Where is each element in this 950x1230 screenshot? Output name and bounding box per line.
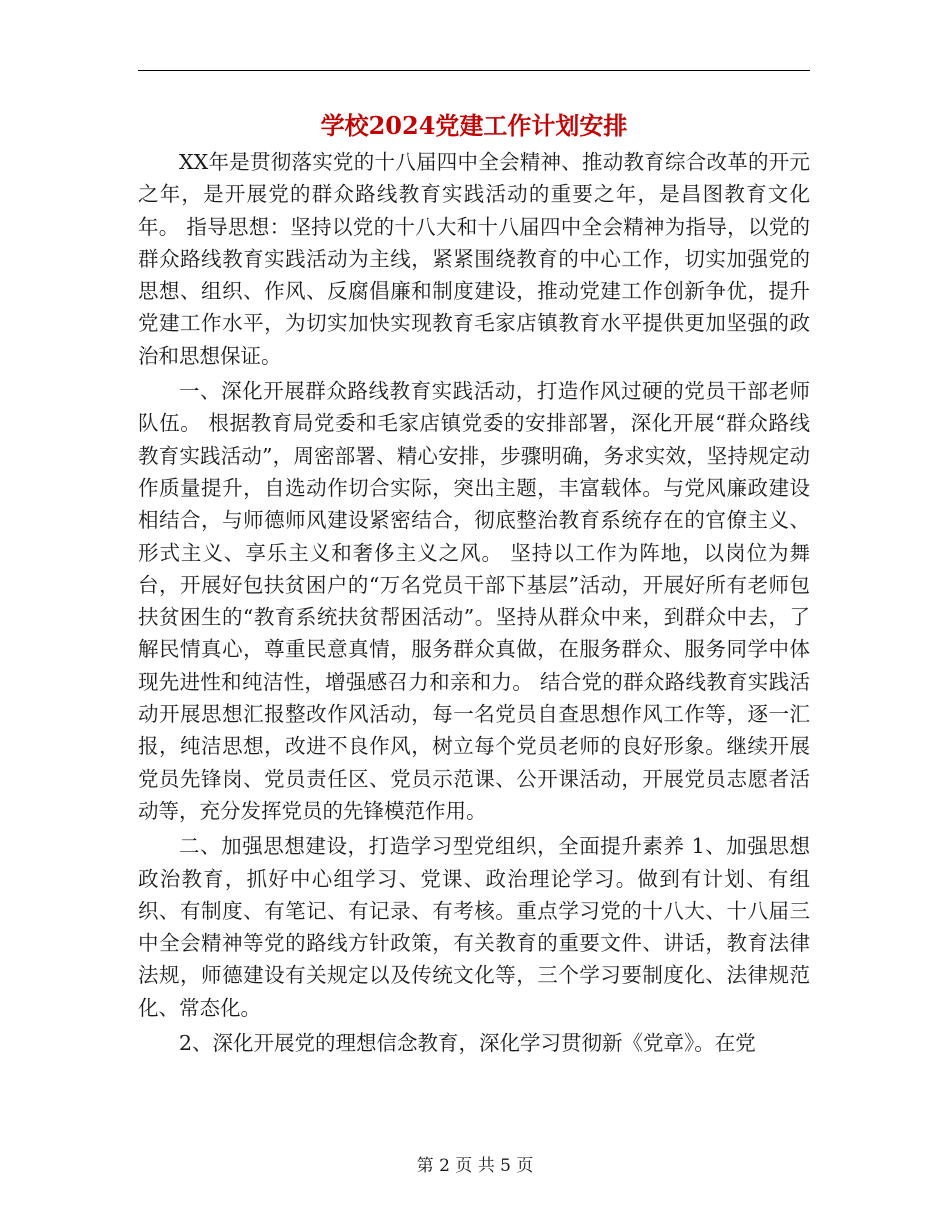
paragraph-section-2-item-2: 2、深化开展党的理想信念教育，深化学习贯彻新《党章》。在党 xyxy=(179,1031,756,1056)
paragraph-intro: XX年是贯彻落实党的十八届四中全会精神、推动教育综合改革的开元之年，是开展党的群众路线教育实践活动的重要之年，是昌图教育文化年。 指导思想：坚持以党的十八大和十八届四中全会精神为指导，以党的群众路线教育实践活动为主线，紧紧围绕教育的中心工作，切实加强党的思想、组织、作风、反腐倡廉和制度建设，推动党建工作创新争优，提升党建工作水平，为切实加快实现教育毛家店镇教育水平提供更加坚强的政治和思想保证。 xyxy=(138,150,810,368)
document-title: 学校2024党建工作计划安排 xyxy=(320,111,628,140)
document-body xyxy=(138,146,810,1062)
paragraph-section-1: 一、深化开展群众路线教育实践活动，打造作风过硬的党员干部老师队伍。 根据教育局党委和毛家店镇党委的安排部署，深化开展“群众路线教育实践活动”，周密部署、精心安排，步骤明确，务求实效，坚持规定动作质量提升，自选动作切合实际，突出主题，丰富载体。与党风廉政建设相结合，与师德师风建设紧密结合，彻底整治教育系统存在的官僚主义、形式主义、享乐主义和奢侈主义之风。 坚持以工作为阵地，以岗位为舞台，开展好包扶贫困户的“万名党员干部下基层”活动，开展好所有老师包扶贫困生的“教育系统扶贫帮困活动”。坚持从群众中来，到群众中去，了解民情真心，尊重民意真情，服务群众真做，在服务群众、服务同学中体现先进性和纯洁性，增强感召力和亲和力。 结合党的群众路线教育实践活动开展思想汇报整改作风活动，每一名党员自查思想作风工作等，逐一汇报，纯洁思想，改进不良作风，树立每个党员老师的良好形象。继续开展党员先锋岗、党员责任区、党员示范课、公开课活动，开展党员志愿者活动等，充分发挥党员的先锋模范作用。 xyxy=(138,379,810,823)
header-rule xyxy=(138,70,810,71)
page-number: 第 2 页 共 5 页 xyxy=(416,1156,534,1176)
paragraph-section-2: 二、加强思想建设，打造学习型党组织，全面提升素养 1、加强思想政治教育，抓好中心组学习、党课、政治理论学习。做到有计划、有组织、有制度、有笔记、有记录、有考核。重点学习党的十八大、十八届三中全会精神等党的路线方针政策，有关教育的重要文件、讲话，教育法律法规，师德建设有关规定以及传统文化等，三个学习要制度化、法律规范化、常态化。 xyxy=(138,834,810,1020)
